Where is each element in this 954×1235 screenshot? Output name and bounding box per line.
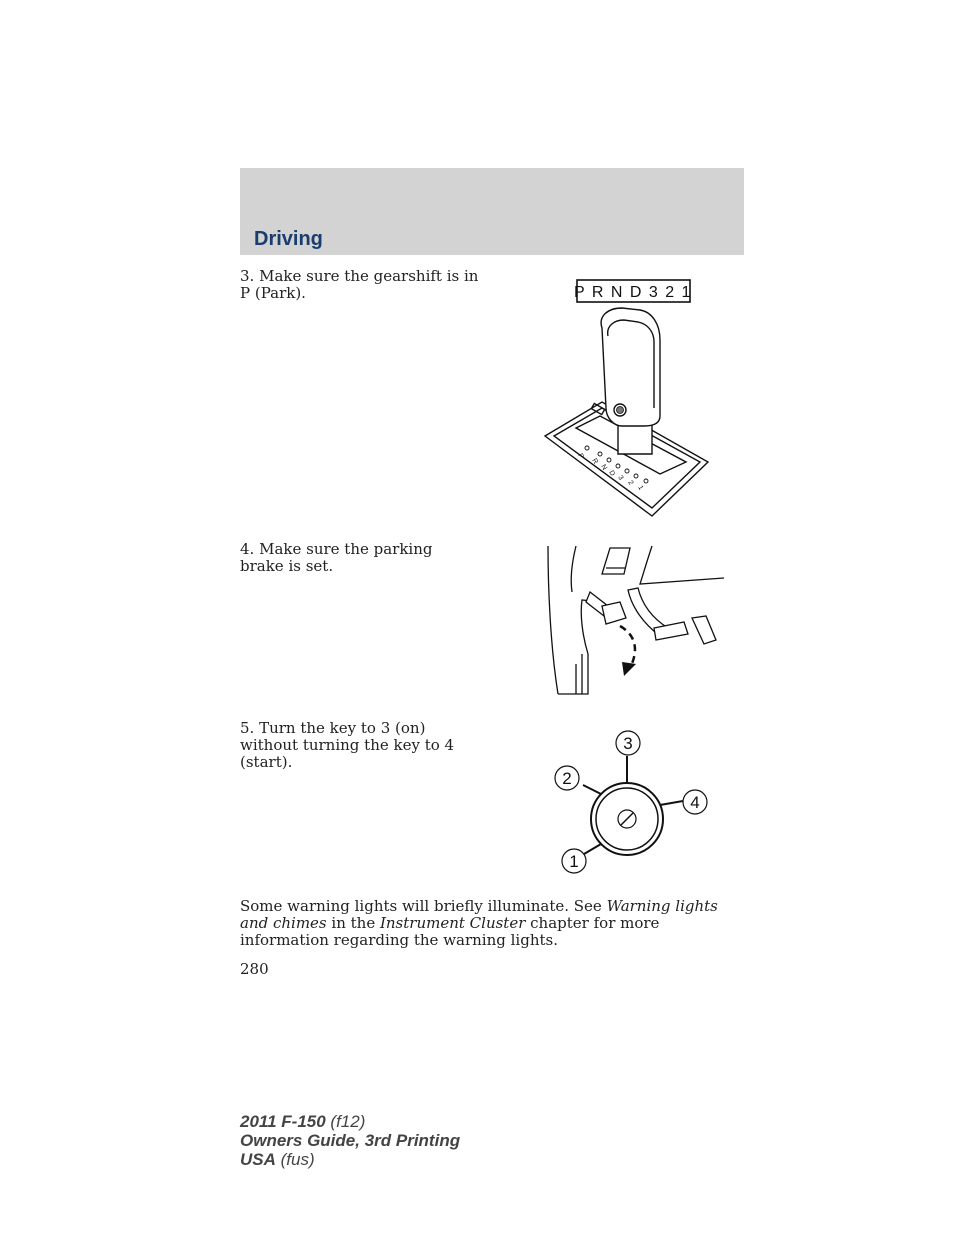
gearshift-illustration: [540, 276, 720, 522]
step-4-text: 4. Make sure the parking brake is set.: [240, 540, 433, 575]
warning-text-middle: in the: [326, 914, 380, 932]
footer-model-code: (f12): [325, 1112, 366, 1131]
step-5-text: 5. Turn the key to 3 (on) without turning the key to 4 (start).: [240, 719, 455, 771]
gate-label-n: N: [599, 463, 608, 472]
warning-lights-paragraph: [240, 898, 744, 949]
footer-market-code: (fus): [275, 1150, 315, 1169]
gate-label-r: R: [590, 457, 599, 466]
ignition-switch-illustration: [548, 728, 718, 878]
parking-brake-pedal: [586, 592, 626, 624]
position-label-1: 1: [569, 852, 579, 871]
gate-label-1: 1: [636, 484, 645, 492]
footer-guide-edition: Owners Guide, 3rd Printing: [240, 1131, 461, 1150]
warning-text-before: Some warning lights will briefly illuminate. See: [240, 897, 607, 915]
warning-lights-reference: Warning lights and chimes: [240, 897, 718, 932]
section-title: Driving: [254, 228, 323, 250]
arrow-head-icon: [622, 662, 636, 676]
page-number: 280: [240, 960, 269, 978]
footer-line-3: [240, 1150, 460, 1169]
gate-label-2: 2: [626, 479, 635, 487]
position-label-2: 2: [562, 769, 572, 788]
position-label-4: 4: [690, 793, 700, 812]
footer-model: 2011 F-150: [240, 1112, 326, 1131]
gear-indicator-box: [574, 280, 692, 302]
ignition-cylinder: [591, 783, 663, 855]
document-footer: [240, 1112, 460, 1169]
position-label-3: 3: [623, 734, 633, 753]
instrument-cluster-reference: Instrument Cluster: [379, 914, 526, 932]
warning-text-after: chapter for more information regarding the warning lights.: [240, 914, 660, 949]
parking-brake-illustration: [542, 544, 724, 700]
section-header: [240, 168, 744, 255]
step-3-text: 3. Make sure the gearshift is in P (Park).: [240, 267, 479, 302]
gate-label-d: D: [607, 469, 616, 478]
brake-pedal: [628, 588, 716, 644]
gear-indicator-text: P R N D 3 2 1: [574, 284, 692, 301]
gate-label-3: 3: [616, 474, 625, 482]
gate-label-p: P: [576, 452, 585, 461]
footer-line-2: [240, 1131, 460, 1150]
footer-market: USA: [240, 1150, 276, 1169]
push-down-arrow-icon: [620, 626, 635, 668]
footer-line-1: [240, 1112, 460, 1131]
